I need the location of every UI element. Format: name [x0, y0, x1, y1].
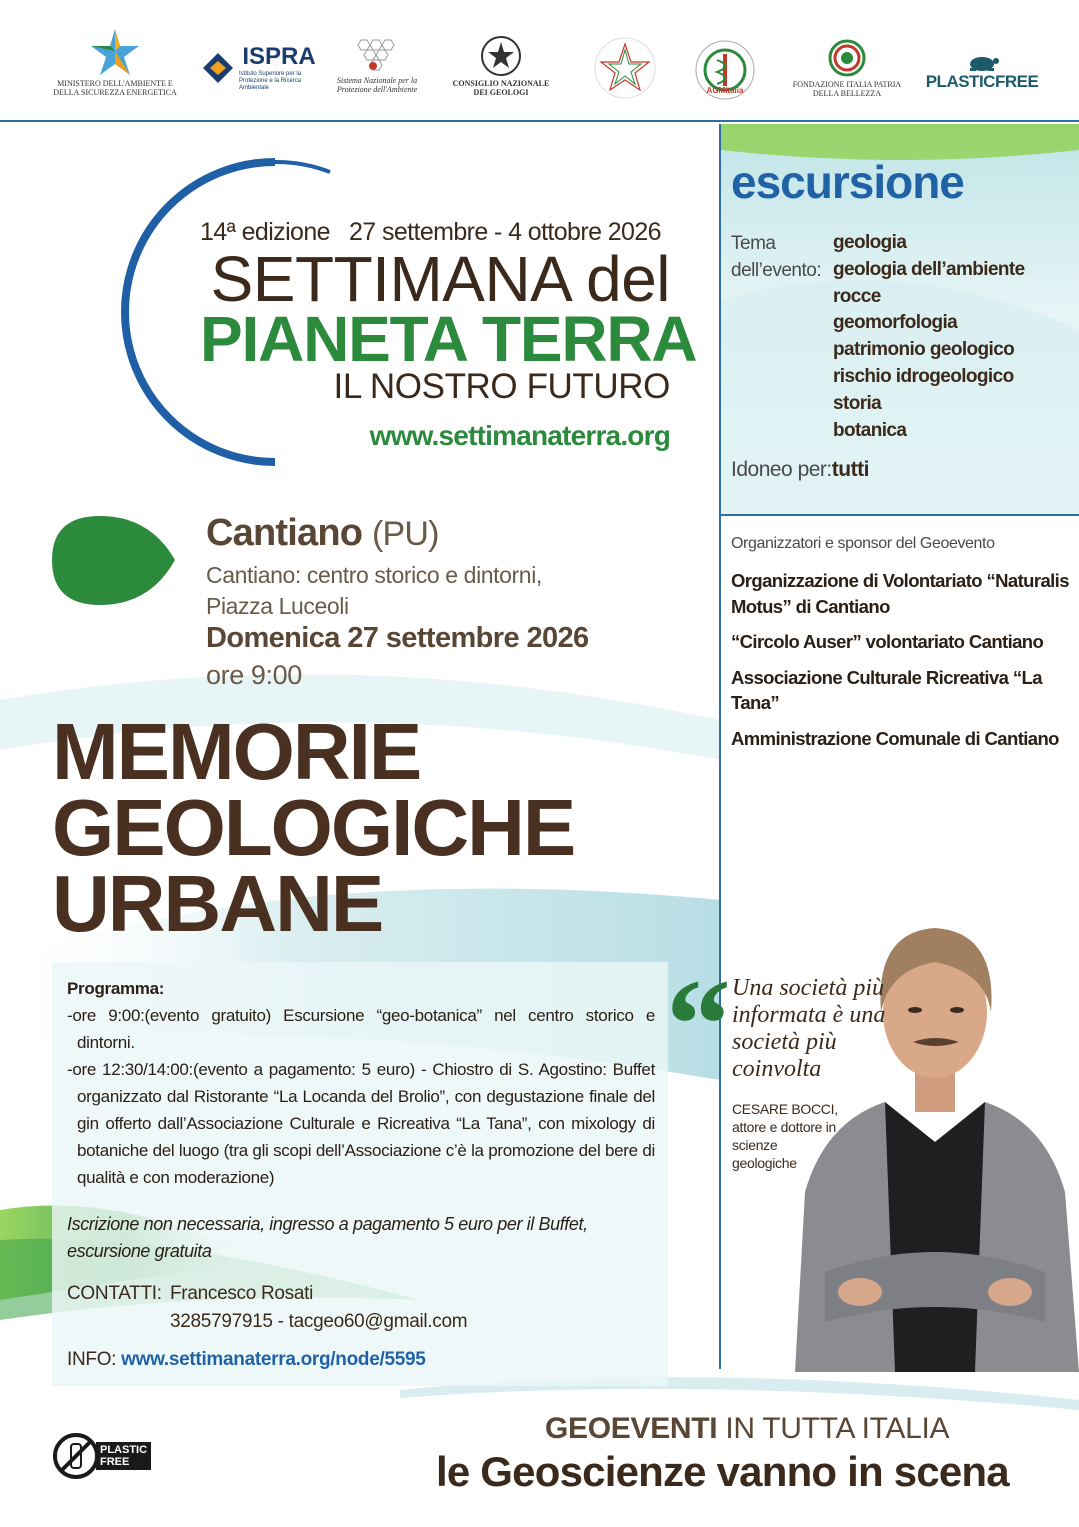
fondazione-logo [782, 34, 912, 102]
quote-author [732, 1100, 842, 1172]
organizzatore-item: “Circolo Auser” volontariato Cantiano [731, 631, 1044, 652]
tema-item: botanica [833, 419, 907, 441]
panel-divider-horizontal [721, 514, 1079, 516]
no-plastic-icon [52, 1432, 100, 1480]
event-address [206, 560, 542, 622]
geoeventi-line [545, 1412, 949, 1446]
tema-item: geomorfologia [833, 312, 958, 334]
cng-caption: CONSIGLIO NAZIONALE DEI GEOLOGI [452, 79, 550, 97]
emblem-icon [480, 35, 522, 77]
ministero-logo [50, 22, 180, 102]
cng-logo [445, 30, 557, 102]
contatti-details[interactable]: 3285797915 - tacgeo60@gmail.com [170, 1311, 468, 1332]
plasticfree-wordmark: PLASTICFREE [925, 72, 1039, 91]
tema-list [833, 230, 1025, 444]
star-outline-icon [585, 28, 665, 108]
address-line-1: Cantiano: centro storico e dintorni, [206, 562, 542, 588]
info-label: INFO: [67, 1349, 117, 1370]
snpa-logo [332, 36, 422, 96]
organizzatore-item: Associazione Culturale Ricreativa “La Tana” [731, 666, 1042, 713]
tema-item: patrimonio geologico [833, 339, 1015, 361]
partner-logos-bar [0, 0, 1079, 122]
tema-label-line-1: Tema [731, 233, 776, 254]
turtle-icon [962, 52, 1002, 72]
ispra-logo [200, 40, 320, 95]
event-week-dates: 27 settembre - 4 ottobre 2026 [348, 218, 661, 246]
event-title-line-1: MEMORIE [52, 707, 421, 796]
event-date: Domenica 27 settembre 2026 [206, 622, 589, 654]
panel-divider-vertical [719, 124, 721, 1369]
bellezza-costituzione-logo [580, 28, 670, 108]
tema-label-line-2: dell’evento: [731, 260, 822, 281]
geoeventi-bold: GEOEVENTI [545, 1412, 718, 1445]
quote-mark-icon: “ [666, 953, 731, 1097]
slogan: le Geoscienze vanno in scena [436, 1448, 1009, 1495]
agm-logo [690, 28, 760, 104]
fondazione-emblem-icon [827, 38, 867, 78]
plasticfree-badge [52, 1432, 151, 1480]
bellezza-caption [580, 28, 581, 29]
tema-item: geologia [833, 232, 907, 253]
fondazione-caption: FONDAZIONE ITALIA PATRIA DELLA BELLEZZA [792, 80, 902, 98]
programma-heading: Programma: [67, 979, 165, 998]
quote-author-role: attore e dottore in scienze geologiche [732, 1119, 837, 1171]
tema-item: geologia dell’ambiente [833, 258, 1025, 280]
quote-author-name: CESARE BOCCI, [732, 1101, 838, 1117]
hexagon-network-icon [353, 38, 401, 74]
idoneo-label: Idoneo per: [731, 458, 832, 481]
ispra-diamond-icon [201, 51, 235, 85]
geoeventi-rest: IN TUTTA ITALIA [717, 1412, 950, 1445]
event-location [206, 512, 439, 555]
programma-item-1: -ore 9:00:(evento gratuito) Escursione “geo-botanica” nel centro storico e dintorni. [67, 1006, 655, 1052]
pf-line-2: FREE [100, 1456, 130, 1468]
idoneo-value: tutti [831, 458, 869, 481]
organizzatori-title: Organizzatori e sponsor del Geoevento [731, 535, 995, 552]
info-link[interactable]: www.settimanaterra.org/node/5595 [121, 1349, 426, 1370]
title-settimana: SETTIMANA del [210, 243, 670, 315]
agm-caption: AGMItalia [706, 85, 744, 95]
event-type: escursione [731, 156, 964, 208]
website-link[interactable]: www.settimanaterra.org [369, 420, 670, 451]
plasticfree-logo [925, 48, 1039, 96]
organizzatori-list [731, 568, 1071, 761]
ministero-caption: MINISTERO DELL'AMBIENTE E DELLA SICUREZZA ENERGETICA [53, 79, 177, 97]
snpa-caption: Sistema Nazionale per la Protezione dell'Ambiente [336, 76, 418, 94]
contatti-label: CONTATTI: [67, 1283, 162, 1304]
star-icon [89, 27, 141, 77]
plasticfree-badge-text [96, 1442, 151, 1470]
info-line [67, 1349, 426, 1371]
quote-text: Una società più informata è una società più coinvolta [732, 975, 886, 1082]
ispra-wordmark: ISPRA [242, 43, 316, 70]
tema-item: rischio idrogeologico [833, 365, 1014, 387]
contatti-block [67, 1280, 467, 1336]
event-time: ore 9:00 [206, 660, 302, 690]
location-place: Cantiano [206, 512, 363, 554]
event-title [52, 707, 575, 948]
title-nostro-futuro: IL NOSTRO FUTURO [333, 367, 670, 406]
event-title-line-2: GEOLOGICHE [52, 783, 575, 872]
address-line-2: Piazza Luceoli [206, 593, 349, 619]
edition-label: 14ª edizione [200, 218, 330, 246]
tema-label [731, 230, 821, 284]
location-province: (PU) [371, 515, 439, 553]
ispra-subtitle: Istituto Superiore per la Protezione e la Ricerca Ambientale [239, 71, 302, 91]
event-title-line-3: URBANE [52, 859, 383, 948]
pf-line-1: PLASTIC [100, 1444, 148, 1456]
contatti-name: Francesco Rosati [170, 1283, 314, 1304]
programma-text [67, 975, 655, 1191]
title-pianeta-terra: PIANETA TERRA [200, 303, 697, 375]
iscrizione-note: Iscrizione non necessaria, ingresso a pagamento 5 euro per il Buffet, escursione gratuita [67, 1214, 588, 1261]
tema-item: storia [833, 392, 882, 414]
programma-item-2: -ore 12:30/14:00:(evento a pagamento: 5 euro) - Chiostro di S. Agostino: Buffet organizzato dal Ristorante “La Locanda del Brolio”, con degustazione finale del gin offerto dall’Associazione Culturale e Ricreativa “La Tana”, con mixology di botaniche del luogo (tra gli scopi dell’Associazione c’è la promozione del bere di qualità e con moderazione) [67, 1060, 655, 1187]
organizzatore-item: Amministrazione Comunale di Cantiano [731, 727, 1059, 749]
idoneo-line [731, 458, 869, 482]
organizzatore-item: Organizzazione di Volontariato “Naturalis Motus” di Cantiano [731, 570, 1069, 617]
tema-item: rocce [833, 285, 881, 307]
